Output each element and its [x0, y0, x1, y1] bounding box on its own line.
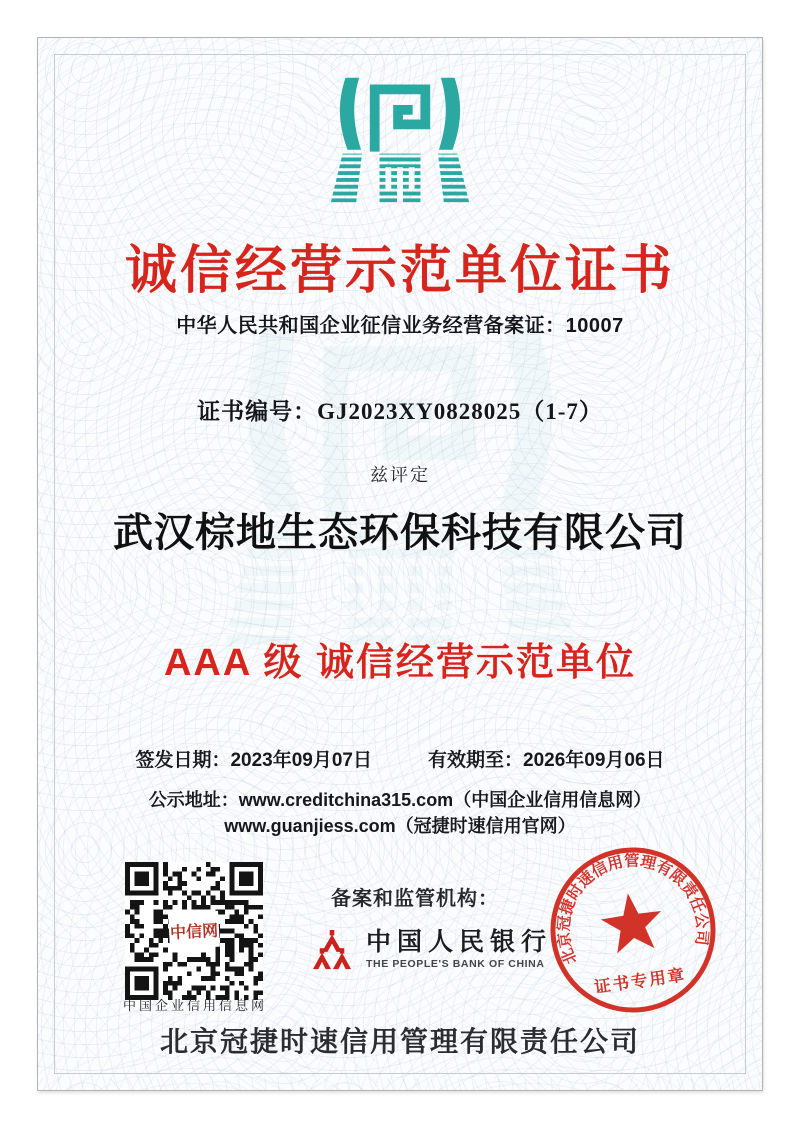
date-row [0, 745, 800, 772]
rating-title: AAA 级 诚信经营示范单位 [163, 642, 637, 684]
bank-names [366, 929, 552, 971]
seal-star-icon [598, 889, 666, 955]
regulator-label: 备案和监管机构： [331, 888, 499, 910]
bank-name-cn: 中国人民银行 [366, 929, 553, 956]
bank-name-en: THE PEOPLE'S BANK OF CHINA [366, 958, 545, 970]
registration-subtitle: 中华人民共和国企业征信业务经营备案证：10007 [176, 315, 624, 337]
valid-until-date: 有效期至：2026年09月06日 [428, 750, 665, 771]
brand-logo [327, 74, 473, 206]
bank-block [312, 926, 552, 974]
publicity-address-line2: www.guanjiess.com（冠捷时速信用官网） [224, 816, 576, 836]
watermark-logo [215, 320, 585, 654]
seal-center-label: 证书专用章 [593, 965, 688, 997]
issuer-name: 北京冠捷时速信用管理有限责任公司 [159, 1026, 640, 1057]
company-name: 武汉棕地生态环保科技有限公司 [113, 510, 687, 555]
qr-caption: 中国企业信用信息网 [122, 998, 267, 1013]
qr-center-label: 中信网 [168, 911, 220, 950]
certificate-number: 证书编号：GJ2023XY0828025（1-7） [197, 399, 603, 424]
certificate-seal [538, 835, 728, 1025]
publicity-address-line1: 公示地址：www.creditchina315.com（中国企业信用信息网） [148, 790, 652, 810]
declaration-text: 兹评定 [370, 465, 430, 485]
qr-code [125, 862, 263, 1000]
seal-ring-text: 北京冠捷时速信用管理有限责任公司 [555, 852, 711, 967]
brand-logo-icon [327, 74, 473, 206]
issue-date: 签发日期：2023年09月07日 [135, 750, 372, 771]
page-title: 诚信经营示范单位证书 [124, 242, 675, 300]
pboc-emblem-icon [312, 926, 352, 974]
